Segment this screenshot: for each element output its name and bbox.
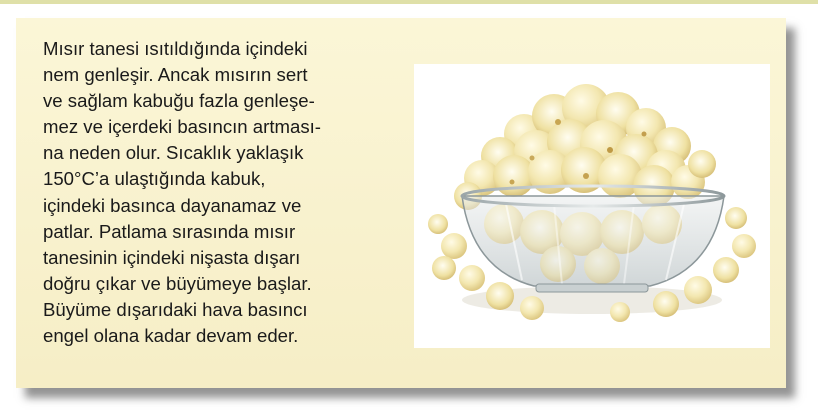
text-line: na neden olur. Sıcaklık yaklaşık	[43, 142, 304, 164]
text-line: doğru çıkar ve büyümeye başlar.	[43, 272, 312, 294]
text-line: içindeki basınca dayanamaz ve	[43, 194, 302, 216]
info-box	[16, 18, 786, 388]
text-line: mez ve içerdeki basıncın artması-	[43, 116, 321, 138]
text-line: ve sağlam kabuğu fazla genleşe-	[43, 90, 315, 112]
article-text	[43, 36, 403, 349]
popcorn-bowl-icon	[414, 64, 770, 348]
text-line: Büyüme dışarıdaki hava basıncı	[43, 298, 308, 320]
text-line: engel olana kadar devam eder.	[43, 325, 299, 347]
text-line: Mısır tanesi ısıtıldığında içindeki	[43, 38, 308, 59]
text-line: patlar. Patlama sırasında mısır	[43, 220, 296, 242]
popcorn-bowl-image	[414, 64, 770, 348]
text-line: nem genleşir. Ancak mısırın sert	[43, 64, 308, 86]
text-line: 150°C’a ulaştığında kabuk,	[43, 168, 266, 190]
top-divider	[0, 0, 818, 4]
text-line: tanesinin içindeki nişasta dışarı	[43, 246, 301, 268]
